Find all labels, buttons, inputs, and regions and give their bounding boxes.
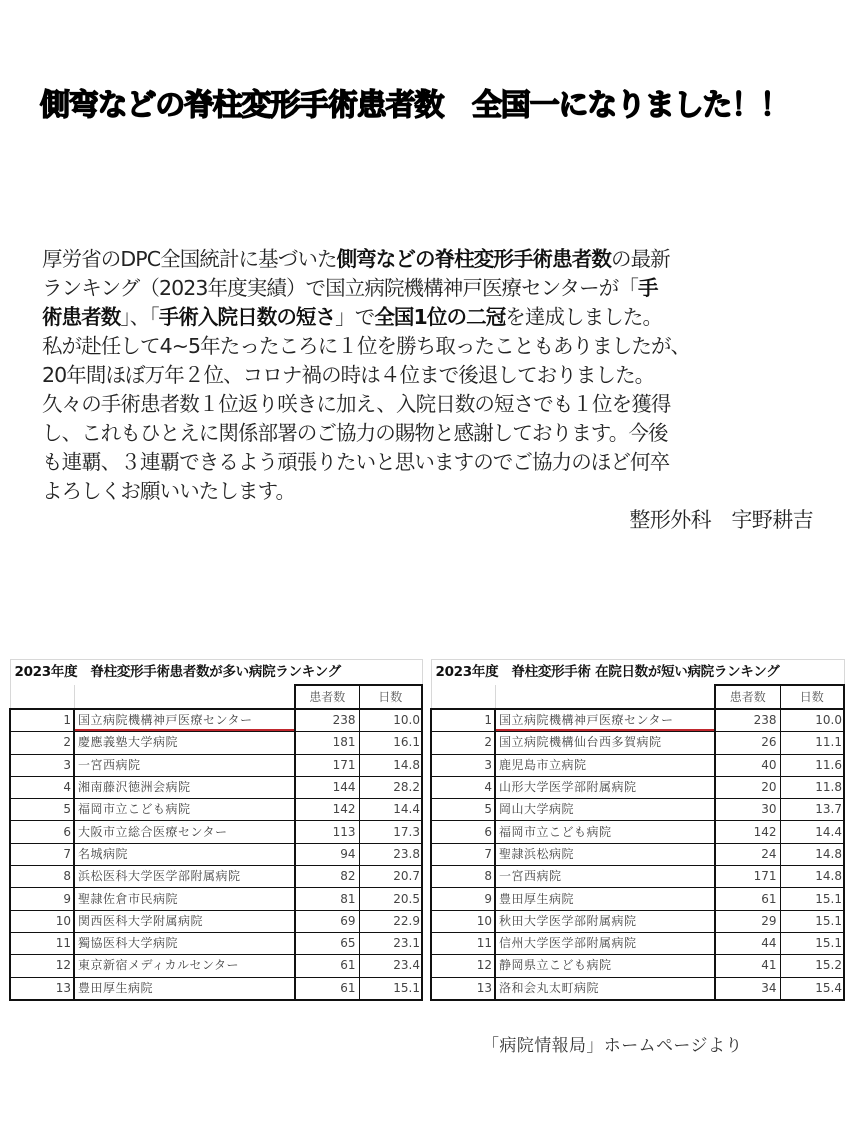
- days-cell: 15.1: [780, 932, 844, 954]
- body-text-segment: 私が赴任して4~5年たったころに１位を勝ち取ったこともありましたが、: [42, 334, 691, 358]
- patient-count-cell: 44: [715, 932, 780, 954]
- source-note: 「病院情報局」ホームページより: [482, 1036, 743, 1056]
- rank-cell: 10: [431, 910, 495, 932]
- patient-count-cell: 24: [715, 843, 780, 865]
- hospital-name-cell: 岡山大学病院: [495, 799, 715, 821]
- patient-count-cell: 30: [715, 799, 780, 821]
- patient-count-cell: 61: [295, 977, 359, 1000]
- table-row: [431, 955, 844, 977]
- patient-count-cell: 61: [715, 888, 780, 910]
- hospital-name-cell: 大阪市立総合医療センター: [74, 821, 295, 843]
- patient-count-cell: 34: [715, 977, 780, 1000]
- hospital-name-cell: 慶應義塾大学病院: [74, 732, 295, 754]
- header-blank: [74, 685, 295, 709]
- hospital-name-cell: 山形大学医学部附属病院: [495, 776, 715, 798]
- hospital-name-cell: 福岡市立こども病院: [74, 799, 295, 821]
- days-cell: 14.8: [780, 843, 844, 865]
- hospital-name-cell: 信州大学医学部附属病院: [495, 932, 715, 954]
- days-cell: 28.2: [359, 776, 422, 798]
- hospital-name-cell: 豊田厚生病院: [495, 888, 715, 910]
- body-text-segment: 厚労省のDPC全国統計に基づいた: [42, 247, 337, 271]
- table-row: [10, 709, 422, 732]
- patient-count-cell: 142: [295, 799, 359, 821]
- emphasis-text: 手術入院日数の短さ: [158, 305, 336, 329]
- header-blank: [495, 685, 715, 709]
- table-row: [431, 709, 844, 732]
- days-cell: 14.4: [359, 799, 422, 821]
- days-cell: 15.1: [780, 888, 844, 910]
- table-title: 2023年度 脊柱変形手術患者数が多い病院ランキング: [10, 660, 422, 686]
- table-row: [10, 799, 422, 821]
- body-line: [42, 477, 822, 506]
- body-line: [42, 419, 822, 448]
- body-text-segment: し、これもひとえに関係部署のご協力の賜物と感謝しております。今後: [42, 421, 668, 445]
- body-text-segment: 」で: [335, 305, 375, 329]
- body-text-segment: の最新: [610, 247, 670, 271]
- rank-cell: 2: [431, 732, 495, 754]
- rank-cell: 9: [431, 888, 495, 910]
- table-row: [10, 732, 422, 754]
- hospital-name-cell: 国立病院機構神戸医療センター: [74, 709, 295, 732]
- table-row: [431, 866, 844, 888]
- table-row: [431, 799, 844, 821]
- rank-cell: 13: [10, 977, 74, 1000]
- table-row: [10, 843, 422, 865]
- rank-cell: 11: [10, 932, 74, 954]
- days-cell: 23.4: [359, 955, 422, 977]
- rank-cell: 5: [431, 799, 495, 821]
- table-row: [431, 843, 844, 865]
- body-line: [42, 361, 822, 390]
- rank-cell: 10: [10, 910, 74, 932]
- hospital-name-cell: 湘南藤沢徳洲会病院: [74, 776, 295, 798]
- table-row: [10, 932, 422, 954]
- body-line: [42, 390, 822, 419]
- hospital-name-cell: 一宮西病院: [74, 754, 295, 776]
- hospital-name-cell: 関西医科大学附属病院: [74, 910, 295, 932]
- days-cell: 15.1: [359, 977, 422, 1000]
- table-row: [431, 732, 844, 754]
- column-header-days: 日数: [780, 685, 844, 709]
- table-row: [10, 955, 422, 977]
- patient-count-cell: 20: [715, 776, 780, 798]
- header-blank: [431, 685, 495, 709]
- rank-cell: 8: [431, 866, 495, 888]
- table-row: [431, 910, 844, 932]
- rank-cell: 3: [431, 754, 495, 776]
- rank-cell: 9: [10, 888, 74, 910]
- rank-cell: 7: [431, 843, 495, 865]
- hospital-name-cell: 名城病院: [74, 843, 295, 865]
- patient-count-cell: 94: [295, 843, 359, 865]
- days-cell: 22.9: [359, 910, 422, 932]
- hospital-name-cell: 獨協医科大学病院: [74, 932, 295, 954]
- hospital-name-cell: 国立病院機構神戸医療センター: [495, 709, 715, 732]
- table-row: [10, 910, 422, 932]
- hospital-name-cell: 豊田厚生病院: [74, 977, 295, 1000]
- ranking-table-length-of-stay: [430, 659, 845, 1001]
- hospital-name-cell: 福岡市立こども病院: [495, 821, 715, 843]
- days-cell: 16.1: [359, 732, 422, 754]
- body-text-segment: 」、「: [120, 305, 159, 329]
- ranking-table-patient-count: [9, 659, 423, 1001]
- days-cell: 10.0: [780, 709, 844, 732]
- emphasis-text: 全国1位の二冠: [374, 305, 506, 329]
- rank-cell: 1: [431, 709, 495, 732]
- days-cell: 14.8: [359, 754, 422, 776]
- hospital-name-cell: 浜松医科大学医学部附属病院: [74, 866, 295, 888]
- rank-cell: 6: [10, 821, 74, 843]
- rank-cell: 11: [431, 932, 495, 954]
- rank-cell: 5: [10, 799, 74, 821]
- patient-count-cell: 81: [295, 888, 359, 910]
- body-text-segment: ランキング（2023年度実績）で国立病院機構神戸医療センターが「: [42, 276, 638, 300]
- table-row: [431, 932, 844, 954]
- patient-count-cell: 181: [295, 732, 359, 754]
- headline: 側弯などの脊柱変形手術患者数 全国一になりました！！: [40, 88, 789, 123]
- days-cell: 11.1: [780, 732, 844, 754]
- table-row: [431, 888, 844, 910]
- patient-count-cell: 171: [715, 866, 780, 888]
- emphasis-text: 術患者数: [42, 305, 121, 329]
- table-row: [431, 821, 844, 843]
- table-row: [10, 754, 422, 776]
- days-cell: 14.8: [780, 866, 844, 888]
- rank-cell: 4: [10, 776, 74, 798]
- days-cell: 11.8: [780, 776, 844, 798]
- days-cell: 15.4: [780, 977, 844, 1000]
- column-header-count: 患者数: [295, 685, 359, 709]
- days-cell: 20.7: [359, 866, 422, 888]
- days-cell: 11.6: [780, 754, 844, 776]
- body-text-segment: よろしくお願いいたします。: [42, 479, 296, 503]
- hospital-name-cell: 鹿児島市立病院: [495, 754, 715, 776]
- patient-count-cell: 171: [295, 754, 359, 776]
- rank-cell: 2: [10, 732, 74, 754]
- table-row: [10, 977, 422, 1000]
- days-cell: 15.2: [780, 955, 844, 977]
- patient-count-cell: 69: [295, 910, 359, 932]
- days-cell: 23.1: [359, 932, 422, 954]
- signature: 整形外科 宇野耕吉: [629, 508, 813, 532]
- header-blank: [10, 685, 74, 709]
- patient-count-cell: 238: [715, 709, 780, 732]
- patient-count-cell: 41: [715, 955, 780, 977]
- table-row: [10, 888, 422, 910]
- rank-cell: 4: [431, 776, 495, 798]
- body-text-segment: を達成しました。: [505, 305, 663, 329]
- rank-cell: 13: [431, 977, 495, 1000]
- patient-count-cell: 29: [715, 910, 780, 932]
- days-cell: 20.5: [359, 888, 422, 910]
- body-text-segment: も連覇、３連覇できるよう頑張りたいと思いますのでご協力のほど何卒: [42, 450, 670, 474]
- rank-cell: 3: [10, 754, 74, 776]
- patient-count-cell: 40: [715, 754, 780, 776]
- rank-cell: 1: [10, 709, 74, 732]
- rank-cell: 6: [431, 821, 495, 843]
- hospital-name-cell: 静岡県立こども病院: [495, 955, 715, 977]
- hospital-name-cell: 聖隷佐倉市民病院: [74, 888, 295, 910]
- hospital-name-cell: 一宮西病院: [495, 866, 715, 888]
- hospital-name-cell: 秋田大学医学部附属病院: [495, 910, 715, 932]
- patient-count-cell: 82: [295, 866, 359, 888]
- hospital-name-cell: 聖隷浜松病院: [495, 843, 715, 865]
- patient-count-cell: 238: [295, 709, 359, 732]
- table-row: [10, 821, 422, 843]
- patient-count-cell: 144: [295, 776, 359, 798]
- column-header-days: 日数: [359, 685, 422, 709]
- article-body: [42, 245, 822, 506]
- hospital-name-cell: 洛和会丸太町病院: [495, 977, 715, 1000]
- body-line: [42, 332, 822, 361]
- column-header-count: 患者数: [715, 685, 780, 709]
- patient-count-cell: 113: [295, 821, 359, 843]
- body-line: [42, 303, 822, 332]
- table-row: [10, 866, 422, 888]
- body-text-segment: 久々の手術患者数１位返り咲きに加え、入院日数の短さでも１位を獲得: [42, 392, 671, 416]
- table-title: 2023年度 脊柱変形手術 在院日数が短い病院ランキング: [431, 660, 844, 686]
- hospital-name-cell: 東京新宿メディカルセンター: [74, 955, 295, 977]
- emphasis-text: 側弯などの脊柱変形手術患者数: [336, 247, 611, 271]
- days-cell: 15.1: [780, 910, 844, 932]
- days-cell: 10.0: [359, 709, 422, 732]
- patient-count-cell: 26: [715, 732, 780, 754]
- days-cell: 23.8: [359, 843, 422, 865]
- days-cell: 14.4: [780, 821, 844, 843]
- rank-cell: 12: [10, 955, 74, 977]
- table-row: [431, 977, 844, 1000]
- body-line: [42, 245, 822, 274]
- table-row: [10, 776, 422, 798]
- table-row: [431, 754, 844, 776]
- days-cell: 17.3: [359, 821, 422, 843]
- hospital-name-cell: 国立病院機構仙台西多賀病院: [495, 732, 715, 754]
- rank-cell: 7: [10, 843, 74, 865]
- patient-count-cell: 142: [715, 821, 780, 843]
- emphasis-text: 手: [637, 276, 658, 300]
- days-cell: 13.7: [780, 799, 844, 821]
- patient-count-cell: 65: [295, 932, 359, 954]
- table-row: [431, 776, 844, 798]
- body-line: [42, 448, 822, 477]
- body-line: [42, 274, 822, 303]
- body-text-segment: 20年間ほぼ万年２位、コロナ禍の時は４位まで後退しておりました。: [42, 363, 655, 387]
- patient-count-cell: 61: [295, 955, 359, 977]
- rank-cell: 12: [431, 955, 495, 977]
- rank-cell: 8: [10, 866, 74, 888]
